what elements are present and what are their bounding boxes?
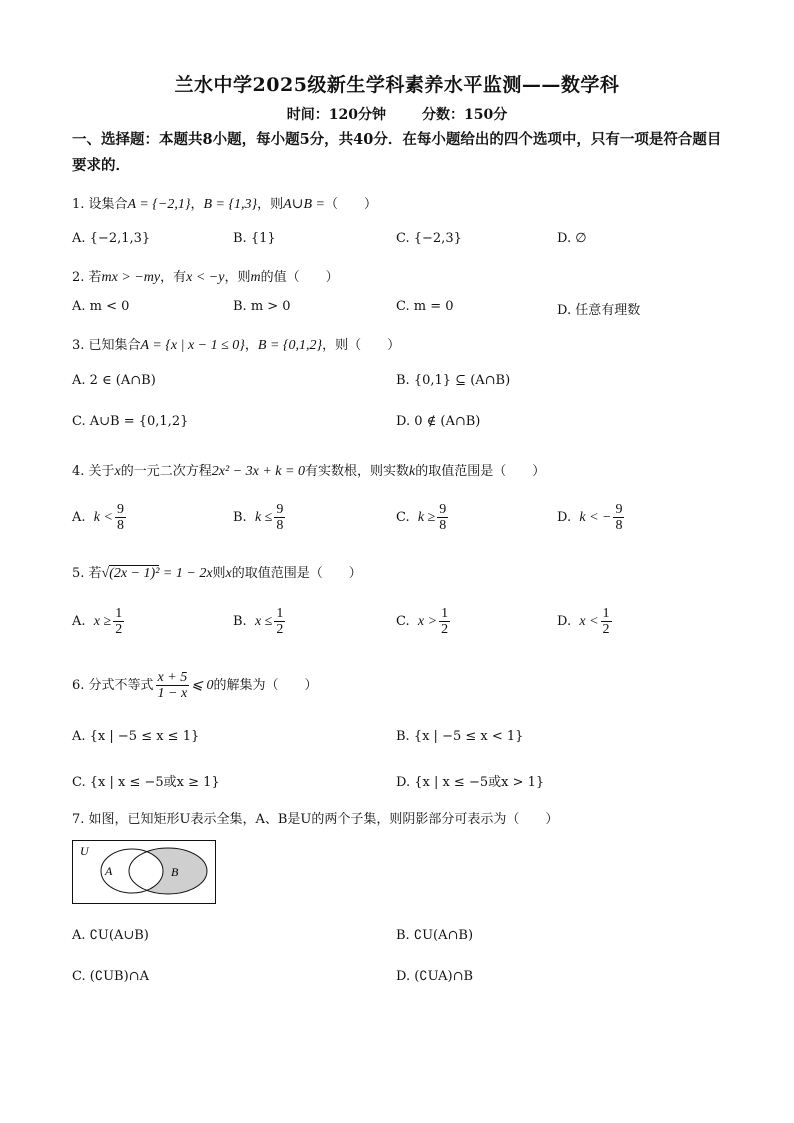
exam-time: 时间：120分钟 <box>286 107 386 123</box>
venn-diagram <box>72 840 216 904</box>
q5-option-c: C. x > $\frac{1}{2}$ <box>396 606 449 637</box>
fraction: $\frac{1}{2}$ <box>602 606 610 637</box>
fraction: $\frac{1}{2}$ <box>276 606 284 637</box>
q5-option-b: B. x ≤ $\frac{1}{2}$ <box>233 606 284 637</box>
q2-option-d: D. 任意有理数 <box>557 303 641 318</box>
q7-option-b: B. ∁U(A∩B) <box>396 928 474 943</box>
q2-option-b: B. m > 0 <box>233 299 291 314</box>
q1-option-d: D. ∅ <box>557 231 587 246</box>
question-6-stem: 6. 分式不等式 $\frac{x + 5}{1 - x}$ ⩽ 0的解集为（ ） <box>72 670 318 701</box>
q3-option-c: C. A∪B = {0,1,2} <box>72 414 189 429</box>
q3-option-d: D. 0 ∉ (A∩B) <box>396 414 481 429</box>
q2-option-c: C. m = 0 <box>396 299 454 314</box>
q5-option-a: A. x ≥ $\frac{1}{2}$ <box>72 606 123 637</box>
exam-info <box>0 104 794 124</box>
q4-option-b: B. k ≤ $\frac{9}{8}$ <box>233 502 284 533</box>
q1-option-a: A. {−2,1,3} <box>72 231 151 246</box>
q1-option-c: C. {−2,3} <box>396 231 462 246</box>
fraction: $\frac{9}{8}$ <box>116 502 124 533</box>
question-1-stem: 1. 设集合A = {−2,1}，B = {1,3}，则A∪B =（ ） <box>72 197 377 212</box>
q2-option-a: A. m < 0 <box>72 299 130 314</box>
q6-option-b: B. {x | −5 ≤ x < 1} <box>396 729 524 744</box>
fraction: $\frac{x + 5}{1 - x}$ <box>157 670 188 701</box>
fraction: $\frac{9}{8}$ <box>615 502 623 533</box>
q3-option-a: A. 2 ∈ (A∩B) <box>72 373 156 388</box>
set-a: A = {−2,1} <box>127 197 191 212</box>
question-5-stem: 5. 若√(2x − 1)² = 1 − 2x则x的取值范围是（ ） <box>72 566 362 581</box>
q4-option-a: A. k < $\frac{9}{8}$ <box>72 502 124 533</box>
exam-title: 兰水中学2025级新生学科素养水平监测——数学科 <box>174 74 620 96</box>
set-b-label: B <box>171 865 179 879</box>
radical: √(2x − 1)² <box>101 566 160 581</box>
question-3-stem: 3. 已知集合A = {x | x − 1 ≤ 0}，B = {0,1,2}，则（ ） <box>72 338 401 353</box>
q4-option-d: D. k < − $\frac{9}{8}$ <box>557 502 623 533</box>
q6-option-c: C. {x | x ≤ −5或x ≥ 1} <box>72 775 220 790</box>
q7-option-c: C. (∁UB)∩A <box>72 969 149 984</box>
set-b: B = {1,3} <box>203 197 258 212</box>
fraction: $\frac{9}{8}$ <box>439 502 447 533</box>
fraction: $\frac{1}{2}$ <box>115 606 123 637</box>
question-7-stem: 7. 如图，已知矩形U表示全集，A、B是U的两个子集，则阴影部分可表示为（ ） <box>72 812 559 827</box>
question-4-stem: 4. 关于x的一元二次方程2x² − 3x + k = 0有实数根，则实数k的取值范围是（ ） <box>72 464 546 479</box>
q7-option-a: A. ∁U(A∪B) <box>72 928 149 943</box>
exam-score: 分数：150分 <box>422 107 508 123</box>
question-2-stem: 2. 若mx > −my，有x < −y，则m的值（ ） <box>72 270 339 285</box>
q7-option-d: D. (∁UA)∩B <box>396 969 474 984</box>
section-1-heading: 一、选择题：本题共8小题，每小题5分，共40分．在每小题给出的四个选项中，只有一项是符合题目要求的． <box>72 131 722 174</box>
q1-option-b: B. {1} <box>233 231 276 246</box>
q3-option-b: B. {0,1} ⊆ (A∩B) <box>396 373 511 388</box>
q4-option-c: C. k ≥ $\frac{9}{8}$ <box>396 502 447 533</box>
fraction: $\frac{9}{8}$ <box>276 502 284 533</box>
fraction: $\frac{1}{2}$ <box>441 606 449 637</box>
q5-option-d: D. x < $\frac{1}{2}$ <box>557 606 610 637</box>
q6-option-d: D. {x | x ≤ −5或x > 1} <box>396 775 545 790</box>
set-a-label: A <box>105 864 113 878</box>
q6-option-a: A. {x | −5 ≤ x ≤ 1} <box>72 729 200 744</box>
universe-label: U <box>80 844 89 858</box>
